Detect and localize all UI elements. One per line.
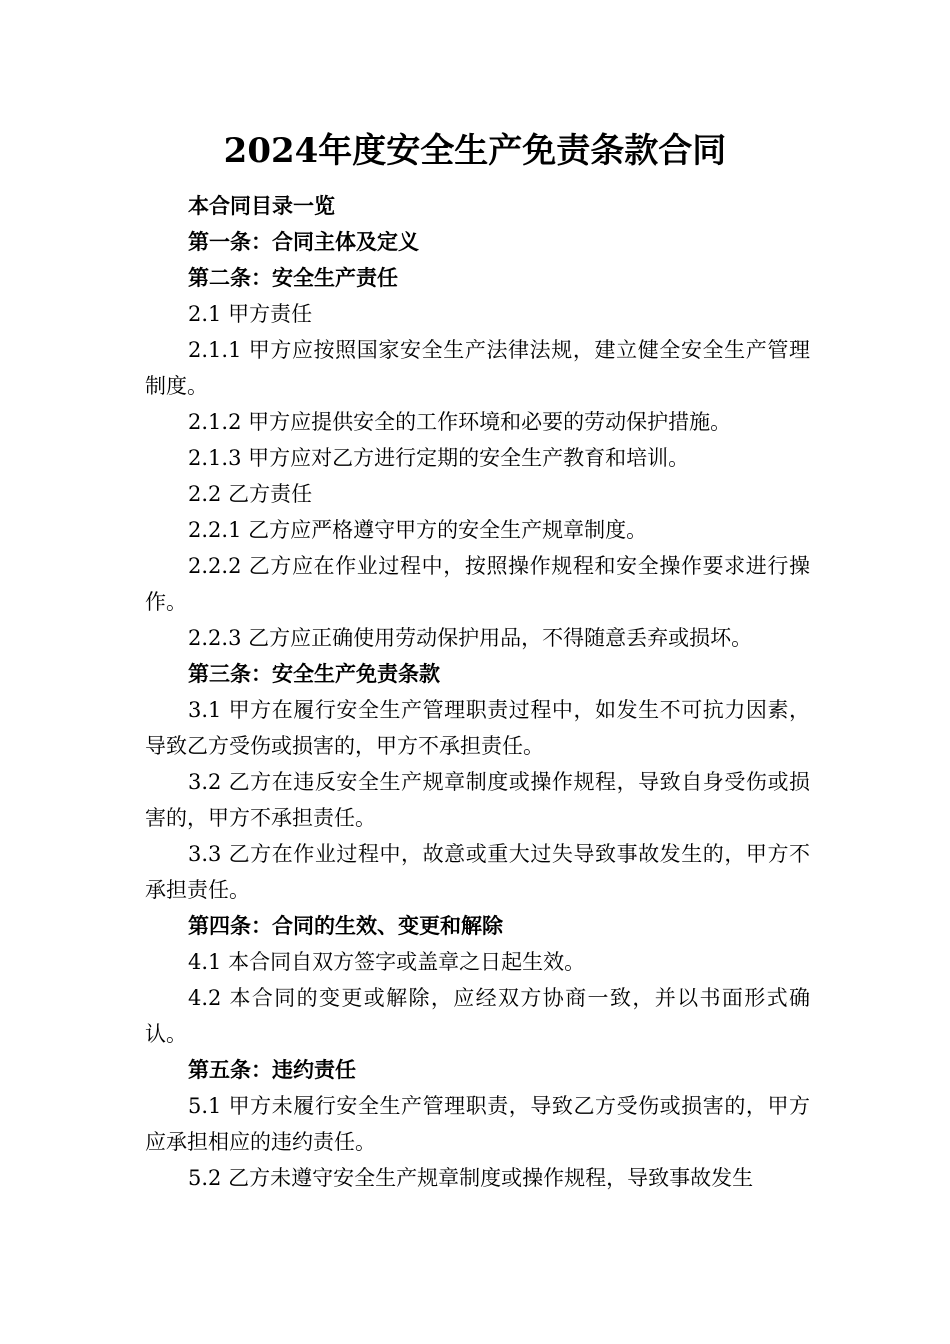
clause-paragraph: 3.3 乙方在作业过程中，故意或重大过失导致事故发生的，甲方不承担责任。 [145, 842, 810, 902]
clause-paragraph: 2.2.3 乙方应正确使用劳动保护用品，不得随意丢弃或损坏。 [188, 626, 753, 650]
clause-paragraph: 2.1.3 甲方应对乙方进行定期的安全生产教育和培训。 [188, 446, 690, 470]
section-heading: 第三条：安全生产免责条款 [188, 661, 440, 686]
clause-paragraph: 4.2 本合同的变更或解除，应经双方协商一致，并以书面形式确认。 [145, 986, 810, 1046]
section-heading: 第二条：安全生产责任 [188, 265, 398, 290]
clause-paragraph: 2.2 乙方责任 [188, 482, 313, 506]
clause-paragraph: 2.2.1 乙方应严格遵守甲方的安全生产规章制度。 [188, 518, 648, 542]
clause-paragraph: 5.1 甲方未履行安全生产管理职责，导致乙方受伤或损害的，甲方应承担相应的违约责任。 [145, 1094, 810, 1154]
clause-paragraph: 4.1 本合同自双方签字或盖章之日起生效。 [188, 950, 586, 974]
clause-paragraph: 3.1 甲方在履行安全生产管理职责过程中，如发生不可抗力因素，导致乙方受伤或损害的，甲方不承担责任。 [145, 698, 810, 758]
section-heading: 第四条：合同的生效、变更和解除 [188, 913, 503, 938]
clause-paragraph: 3.2 乙方在违反安全生产规章制度或操作规程，导致自身受伤或损害的，甲方不承担责任。 [145, 770, 810, 830]
document-title: 2024年度安全生产免责条款合同 [223, 131, 727, 171]
document-body [145, 188, 810, 1196]
section-heading: 第一条：合同主体及定义 [188, 229, 419, 254]
clause-paragraph: 2.1.2 甲方应提供安全的工作环境和必要的劳动保护措施。 [188, 410, 732, 434]
clause-paragraph: 5.2 乙方未遵守安全生产规章制度或操作规程，导致事故发生 [188, 1166, 754, 1190]
clause-paragraph: 2.1.1 甲方应按照国家安全生产法律法规，建立健全安全生产管理制度。 [145, 338, 810, 398]
section-heading: 本合同目录一览 [188, 193, 335, 218]
clause-paragraph: 2.2.2 乙方应在作业过程中，按照操作规程和安全操作要求进行操作。 [145, 554, 810, 614]
section-heading: 第五条：违约责任 [188, 1057, 356, 1082]
clause-paragraph: 2.1 甲方责任 [188, 302, 313, 326]
